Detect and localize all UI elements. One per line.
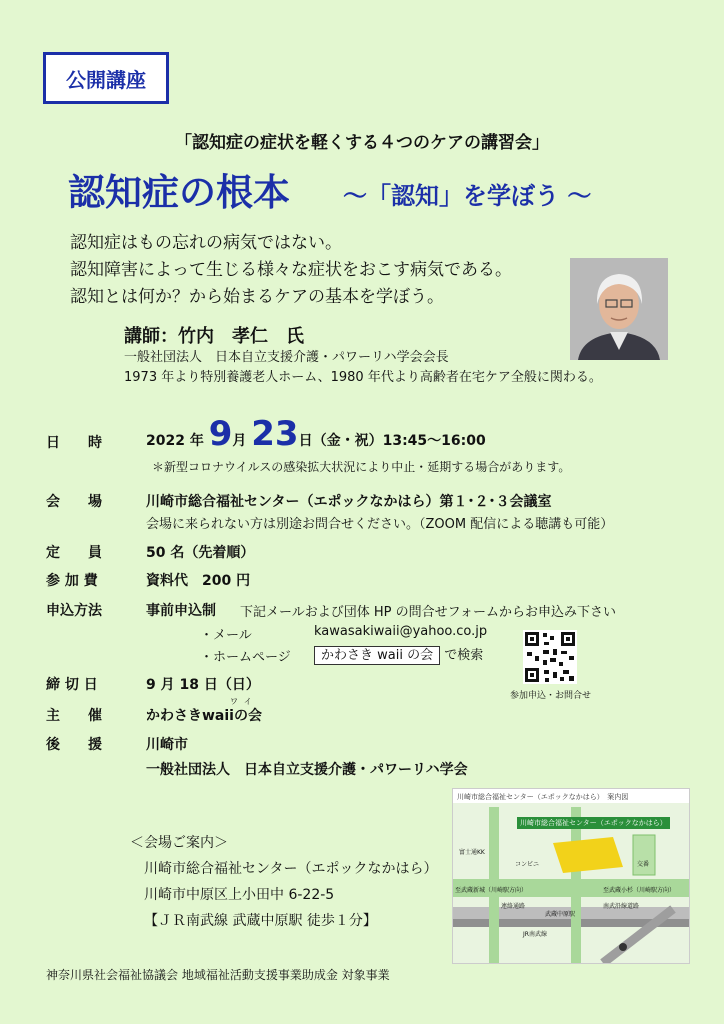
qr-code-icon[interactable] [523, 630, 577, 684]
host-label: 主 催 [46, 708, 102, 724]
qr-caption: 参加申込・お問合せ [510, 691, 592, 701]
affiliation-line: 一般社団法人 日本自立支援介護・パワーリハ学会会長 [124, 350, 449, 365]
intro-line: 認知とは何か？から始まるケアの基本を学ぼう。 [70, 287, 444, 307]
map-label: コンビニ [515, 861, 540, 868]
hp-search-box[interactable]: かわさき waii の会 [314, 646, 440, 665]
venue-guide-line: 川崎市総合福祉センター（エポックなかはら） [144, 861, 438, 877]
hp-search [314, 644, 483, 663]
date-month-unit: 月 [232, 433, 247, 449]
deadline-value: 9 月 18 日（日） [146, 677, 260, 693]
date-rest: 日（金・祝）13:45～16:00 [298, 433, 486, 449]
map-target-label: 川崎市総合福祉センター（エポックなかはら） [517, 817, 670, 829]
footer-note: 神奈川県社会福祉協議会 地域福祉活動支援事業助成金 対象事業 [46, 968, 390, 982]
affiliation-line: 1973 年より特別養護老人ホーム、1980 年代より高齢者在宅ケア全般に関わる。 [124, 370, 602, 385]
date-note: ＊新型コロナウイルスの感染拡大状況により中止・延期する場合があります。 [152, 460, 571, 474]
apply-method: 事前申込制 [146, 603, 216, 619]
map-label: 武蔵中原駅 [545, 911, 576, 918]
mail-label: ・メール [200, 628, 252, 643]
map-title: 川崎市総合福祉センター（エポックなかはら） 案内図 [457, 793, 629, 801]
map-label: 交番 [637, 861, 650, 868]
fee-label: 参 加 費 [46, 573, 98, 589]
host-ruby: ワイ [230, 697, 258, 706]
support-label: 後 援 [46, 737, 102, 753]
date-value [146, 414, 486, 454]
apply-desc: 下記メールおよび団体 HP の問合せフォームからお申込み下さい [240, 605, 616, 620]
intro-line: 認知障害によって生じる様々な症状をおこす病気である。 [70, 260, 512, 280]
intro-line: 認知症はもの忘れの病気ではない。 [70, 233, 342, 253]
map-label: 至武蔵新城（川崎駅方向） [455, 887, 528, 894]
lecturer-affiliation [124, 348, 602, 388]
date-day: 23 [251, 414, 299, 454]
lecturer-photo [570, 258, 668, 360]
mail-address[interactable]: kawasakiwaii@yahoo.co.jp [314, 624, 488, 639]
event-subtitle: 「認知症の症状を軽くする４つのケアの講習会」 [175, 133, 549, 153]
venue-guide-line: 【ＪＲ南武線 武蔵中原駅 徒歩１分】 [144, 913, 377, 929]
date-month: 9 [208, 414, 233, 454]
date-label: 日 時 [46, 435, 102, 451]
venue-value: 川崎市総合福祉センター（エポックなかはら）第１･２･３会議室 [146, 494, 552, 510]
hp-search-suffix: で検索 [444, 648, 484, 663]
venue-map [452, 788, 690, 964]
capacity-label: 定 員 [46, 545, 102, 561]
venue-guide [130, 830, 437, 934]
capacity-value: 50 名（先着順） [146, 545, 255, 561]
support-value-2: 一般社団法人 日本自立支援介護・パワーリハ学会 [146, 762, 468, 778]
venue-note: 会場に来られない方は別途お問合せください。（ZOOM 配信による聴講も可能） [146, 517, 614, 532]
deadline-label: 締 切 日 [46, 677, 98, 693]
venue-label: 会 場 [46, 494, 102, 510]
fee-value: 資料代 200 円 [146, 573, 251, 589]
apply-label: 申込方法 [46, 603, 102, 619]
public-lecture-badge: 公開講座 [43, 52, 169, 104]
hp-label: ・ホームページ [200, 650, 291, 665]
map-label: JR南武線 [523, 931, 547, 938]
intro-text [70, 230, 512, 311]
map-label: 連絡通路 [501, 903, 526, 910]
lecturer-name: 講師：竹内 孝仁 氏 [124, 326, 304, 347]
support-value-1: 川崎市 [146, 737, 188, 753]
page-title-sub: ～「認知」を学ぼう ～ [343, 182, 592, 210]
map-label: 至武蔵小杉（川崎駅方向） [603, 887, 676, 894]
venue-guide-heading: ＜会場ご案内＞ [130, 835, 228, 851]
page-title: 認知症の根本 [68, 171, 290, 214]
map-label: 富士通KK [459, 849, 485, 856]
map-label: 南武沿線道路 [603, 903, 640, 910]
venue-guide-line: 川崎市中原区上小田中 6-22-5 [144, 887, 335, 903]
date-year: 2022 年 [146, 433, 204, 449]
host-value: かわさきwaiiの会 [146, 708, 262, 724]
